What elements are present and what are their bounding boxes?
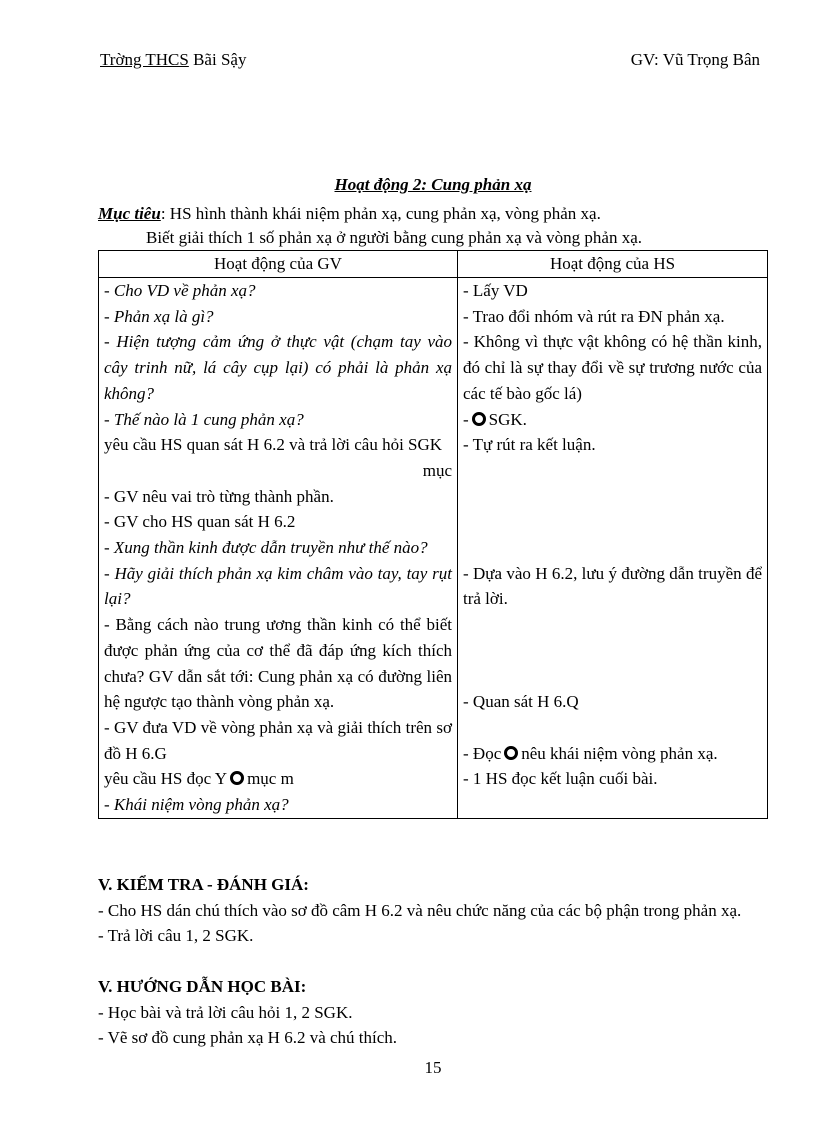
hs-text: - (463, 409, 469, 429)
circle-bullet-icon (472, 412, 486, 426)
hs-line (463, 741, 762, 767)
hs-line: - Trao đổi nhóm và rút ra ĐN phản xạ. (463, 306, 725, 326)
gv-line: - GV đưa VD về vòng phản xạ và giải thích trên sơ đồ H 6.G (104, 717, 452, 763)
gv-line: - Phản xạ là gì? (104, 306, 214, 326)
gv-line (104, 766, 452, 792)
gv-line: - Thế nào là 1 cung phản xạ? (104, 409, 304, 429)
table-row (99, 278, 768, 819)
header-gv: Hoạt động của GV (99, 251, 458, 278)
activity-title: Hoạt động 2: Cung phản xạ (334, 175, 532, 194)
gv-text: mục m (247, 769, 294, 789)
gv-line: - Bằng cách nào trung ương thần kinh có thể biết được phản ứng của cơ thể đã đáp ứng kích thích chưa? GV dẫn sắt tới: Cung phản xạ có đường liên hệ ngược tạo thành vòng phản xạ. (104, 615, 452, 712)
hs-line: - Dựa vào H 6.2, lưu ý đường dẫn truyền để trả lời. (463, 563, 762, 609)
homework-line: - Vẽ sơ đồ cung phản xạ H 6.2 và chú thích. (98, 1028, 398, 1047)
gv-cell (99, 278, 458, 819)
gv-line (104, 432, 452, 458)
assessment-section (98, 872, 770, 949)
header-teacher: GV: Vũ Trọng Bân (630, 50, 760, 69)
hs-text: SGK. (488, 409, 527, 429)
hs-line: - Tự rút ra kết luận. (463, 435, 596, 455)
table-header-row (99, 251, 768, 278)
homework-line: - Học bài và trả lời câu hỏi 1, 2 SGK. (98, 1002, 353, 1022)
header-school (100, 50, 246, 70)
gv-line: - GV cho HS quan sát H 6.2 (104, 512, 296, 532)
page-number: 15 (424, 1058, 442, 1077)
school-label: Trờng THCS (100, 50, 189, 69)
objective-line-1 (98, 202, 778, 226)
circle-bullet-icon (230, 771, 244, 785)
gv-text: yêu cầu HS quan sát H 6.2 và trả lời câu hỏi SGK (104, 435, 443, 455)
hs-cell (458, 278, 768, 819)
assessment-line: - Trả lời câu 1, 2 SGK. (98, 926, 254, 945)
assessment-line: - Cho HS dán chú thích vào sơ đồ câm H 6.2 và nêu chức năng của các bộ phận trong phản xạ. (98, 900, 742, 920)
homework-section (98, 974, 770, 1051)
assessment-title: V. KIỂM TRA - ĐÁNH GIÁ: (98, 875, 309, 894)
objective (98, 202, 778, 250)
hs-text: - Đọc (463, 743, 502, 763)
gv-line: - Khái niệm vòng phản xạ? (104, 795, 289, 815)
school-name: Bãi Sậy (193, 50, 247, 69)
hs-line: - Không vì thực vật không có hệ thần kinh, đó chỉ là sự thay đổi về sự trương nước của các tế bào gốc lá) (463, 332, 762, 403)
hs-line: - Quan sát H 6.Q (463, 692, 579, 712)
hs-text: nêu khái niệm vòng phản xạ. (521, 743, 718, 763)
gv-line: - Hãy giải thích phản xạ kim châm vào tay, tay rụt lại? (104, 563, 452, 609)
homework-title: V. HƯỚNG DẪN HỌC BÀI: (98, 977, 307, 996)
gv-text: yêu cầu HS đọc Y (104, 769, 228, 789)
objective-label: Mục tiêu (98, 204, 161, 223)
hs-line (463, 407, 762, 433)
activity-table (98, 250, 768, 819)
circle-bullet-icon (504, 746, 518, 760)
objective-text: : HS hình thành khái niệm phản xạ, cung phản xạ, vòng phản xạ. (160, 204, 601, 223)
hs-line: - 1 HS đọc kết luận cuối bài. (463, 769, 658, 789)
gv-line: - Cho VD về phản xạ? (104, 281, 256, 300)
hs-line: - Lấy VD (463, 281, 528, 300)
gv-line: mục (422, 460, 452, 480)
gv-line: - GV nêu vai trò từng thành phần. (104, 486, 334, 506)
section-title (0, 175, 816, 195)
header-hs: Hoạt động của HS (458, 251, 768, 278)
gv-line: - Hiện tượng cảm ứng ở thực vật (chạm tay vào cây trinh nữ, lá cây cụp lại) có phải là phản xạ không? (104, 332, 452, 403)
objective-line-2: Biết giải thích 1 số phản xạ ở người bằng cung phản xạ và vòng phản xạ. (146, 228, 643, 247)
gv-line: - Xung thần kinh được dẫn truyền như thế nào? (104, 538, 428, 558)
